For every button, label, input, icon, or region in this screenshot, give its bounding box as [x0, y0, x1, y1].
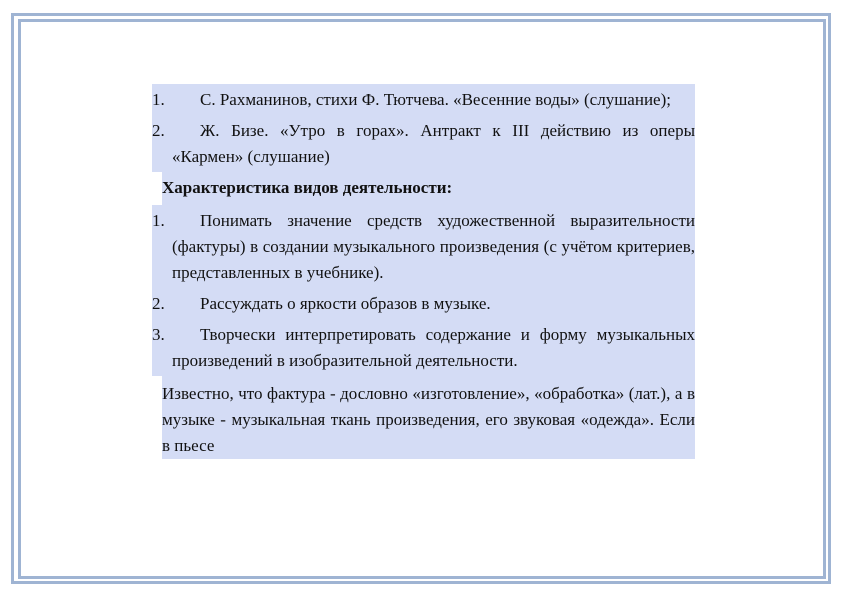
list-item-bizet [152, 115, 695, 172]
list-item-text: С. Рахманинов, стихи Ф. Тютчева. «Весенние воды» (слушание); [200, 90, 671, 109]
list-number: 1. [152, 211, 165, 230]
list-item-text: Творчески интерпретировать содержание и форму музыкальных произведений в изобразительной деятельности. [172, 325, 695, 370]
list-item-rachmaninov [152, 84, 695, 115]
body-paragraph: Известно, что фактура - дословно «изготовление», «обработка» (лат.), а в музыке - музыкальная ткань произведения, его звуковая «одежда». Если в пьесе [162, 376, 695, 459]
section-heading: Характеристика видов деятельности: [162, 172, 695, 205]
list-item-discuss [152, 288, 695, 319]
list-item-understand [152, 205, 695, 288]
list-number: 1. [152, 90, 165, 109]
list-item-text: Ж. Бизе. «Утро в горах». Антракт к III действию из оперы «Кармен» (слушание) [172, 121, 695, 166]
slide-text-block [152, 84, 695, 459]
list-number: 3. [152, 325, 165, 344]
list-number: 2. [152, 121, 165, 140]
list-number: 2. [152, 294, 165, 313]
list-item-text: Рассуждать о яркости образов в музыке. [200, 294, 491, 313]
list-item-text: Понимать значение средств художественной выразительности (фактуры) в создании музыкального произведения (с учётом критериев, представленных в учебнике). [172, 211, 695, 282]
list-item-interpret [152, 319, 695, 376]
